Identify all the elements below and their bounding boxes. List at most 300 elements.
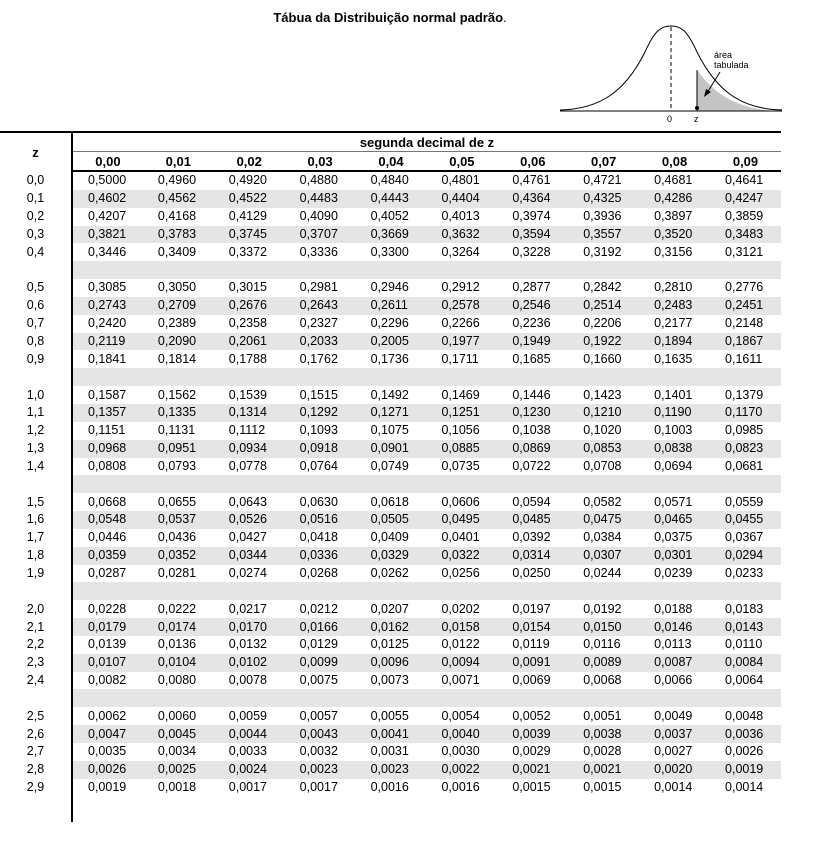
probability-cell: 0,1446 <box>512 387 551 402</box>
probability-cell: 0,0039 <box>497 725 568 743</box>
probability-cell: 0,0207 <box>370 601 409 616</box>
probability-cell: 0,3050 <box>157 280 197 295</box>
probability-cell: 0,1038 <box>512 423 551 438</box>
probability-cell: 0,1894 <box>639 333 710 351</box>
separator-cell <box>72 582 143 600</box>
column-header: 0,07 <box>568 152 639 172</box>
probability-cell: 0,0722 <box>512 458 551 473</box>
table-row <box>0 600 781 618</box>
probability-cell: 0,1423 <box>583 387 622 402</box>
probability-cell: 0,1190 <box>639 404 710 422</box>
probability-cell: 0,0559 <box>725 494 764 509</box>
probability-cell: 0,1251 <box>426 404 497 422</box>
probability-cell: 0,0217 <box>228 601 268 616</box>
probability-cell: 0,0329 <box>356 547 427 565</box>
column-header: 0,06 <box>497 152 568 172</box>
header-row-group <box>0 132 781 152</box>
probability-cell: 0,0023 <box>285 761 356 779</box>
z-value-cell: 1,7 <box>0 529 72 547</box>
probability-cell: 0,0125 <box>370 637 409 652</box>
probability-cell: 0,1379 <box>725 387 764 402</box>
probability-cell: 0,3821 <box>72 226 143 244</box>
table-row <box>0 743 781 761</box>
separator-cell <box>356 261 427 279</box>
probability-cell: 0,0274 <box>228 565 268 580</box>
probability-cell: 0,2266 <box>441 316 480 331</box>
probability-cell: 0,3300 <box>370 244 409 259</box>
column-header: 0,05 <box>426 152 497 172</box>
probability-cell: 0,0823 <box>710 440 781 458</box>
probability-cell: 0,0735 <box>441 458 480 473</box>
separator-cell <box>285 261 356 279</box>
separator-cell <box>710 582 781 600</box>
probability-cell: 0,0040 <box>426 725 497 743</box>
table-row <box>0 208 781 226</box>
table-row <box>0 547 781 565</box>
probability-cell: 0,1020 <box>583 423 622 438</box>
probability-cell: 0,1587 <box>88 387 127 402</box>
column-header: 0,00 <box>72 152 143 172</box>
probability-cell: 0,3228 <box>512 244 551 259</box>
probability-cell: 0,0170 <box>214 618 285 636</box>
separator-cell <box>285 689 356 707</box>
probability-cell: 0,0075 <box>299 673 338 688</box>
probability-cell: 0,1922 <box>568 333 639 351</box>
separator-cell <box>356 689 427 707</box>
probability-cell: 0,2578 <box>426 297 497 315</box>
probability-cell: 0,0021 <box>568 761 639 779</box>
table-row <box>0 725 781 743</box>
probability-cell: 0,4483 <box>285 190 356 208</box>
probability-cell: 0,2451 <box>710 297 781 315</box>
z-value-cell: 1,1 <box>0 404 72 422</box>
probability-cell: 0,0054 <box>441 708 480 723</box>
separator-cell <box>568 261 639 279</box>
table-row <box>0 493 781 511</box>
probability-cell: 0,0030 <box>441 744 480 759</box>
table-row <box>0 422 781 440</box>
probability-cell: 0,0028 <box>583 744 622 759</box>
separator-cell <box>710 475 781 493</box>
separator-cell <box>710 368 781 386</box>
separator-z-cell <box>0 689 72 707</box>
probability-cell: 0,0322 <box>426 547 497 565</box>
probability-cell: 0,0197 <box>512 601 551 616</box>
probability-cell: 0,2676 <box>214 297 285 315</box>
separator-z-cell <box>0 368 72 386</box>
probability-cell: 0,4364 <box>497 190 568 208</box>
probability-cell: 0,2358 <box>228 316 268 331</box>
z-value-cell: 0,5 <box>0 279 72 297</box>
probability-cell: 0,0708 <box>583 458 622 473</box>
probability-cell: 0,4443 <box>356 190 427 208</box>
probability-cell: 0,1515 <box>299 387 338 402</box>
probability-cell: 0,0027 <box>654 744 693 759</box>
probability-cell: 0,0021 <box>497 761 568 779</box>
separator-cell <box>143 475 214 493</box>
table-row <box>0 761 781 779</box>
probability-cell: 0,4681 <box>654 173 693 188</box>
probability-cell: 0,3783 <box>143 226 214 244</box>
column-header: 0,04 <box>356 152 427 172</box>
probability-cell: 0,0582 <box>583 494 622 509</box>
probability-cell: 0,0222 <box>157 601 197 616</box>
probability-cell: 0,4522 <box>214 190 285 208</box>
probability-cell: 0,2643 <box>285 297 356 315</box>
probability-cell: 0,0107 <box>72 654 143 672</box>
probability-cell: 0,0084 <box>710 654 781 672</box>
separator-cell <box>72 797 143 822</box>
probability-cell: 0,3897 <box>654 209 693 224</box>
probability-cell: 0,4641 <box>725 173 764 188</box>
probability-cell: 0,4562 <box>143 190 214 208</box>
area-label-1: área <box>714 50 733 60</box>
probability-cell: 0,0885 <box>426 440 497 458</box>
group-separator-row <box>0 582 781 600</box>
probability-cell: 0,2206 <box>583 316 622 331</box>
probability-cell: 0,0281 <box>157 565 197 580</box>
probability-cell: 0,0869 <box>497 440 568 458</box>
probability-cell: 0,0060 <box>157 708 197 723</box>
separator-cell <box>568 797 639 822</box>
z-point <box>695 106 699 110</box>
z-value-cell: 1,2 <box>0 422 72 440</box>
probability-cell: 0,0089 <box>568 654 639 672</box>
separator-cell <box>143 261 214 279</box>
probability-cell: 0,0043 <box>285 725 356 743</box>
probability-cell: 0,2483 <box>639 297 710 315</box>
probability-cell: 0,0162 <box>356 618 427 636</box>
probability-cell: 0,0183 <box>725 601 764 616</box>
probability-cell: 0,1611 <box>725 351 763 366</box>
probability-cell: 0,0110 <box>725 637 763 652</box>
table-row <box>0 315 781 333</box>
probability-cell: 0,0418 <box>299 530 338 545</box>
probability-cell: 0,0066 <box>654 673 693 688</box>
separator-cell <box>285 582 356 600</box>
probability-cell: 0,0113 <box>654 637 692 652</box>
probability-cell: 0,1867 <box>710 333 781 351</box>
z-value-cell: 2,8 <box>0 761 72 779</box>
separator-cell <box>356 475 427 493</box>
probability-cell: 0,4761 <box>512 173 551 188</box>
probability-cell: 0,4247 <box>710 190 781 208</box>
table-row <box>0 386 781 404</box>
separator-cell <box>143 797 214 822</box>
separator-cell <box>214 582 285 600</box>
separator-cell <box>214 797 285 822</box>
z-value-cell: 0,2 <box>0 208 72 226</box>
probability-cell: 0,0307 <box>568 547 639 565</box>
probability-cell: 0,0455 <box>710 511 781 529</box>
probability-cell: 0,3156 <box>654 244 693 259</box>
probability-cell: 0,1003 <box>654 423 693 438</box>
probability-cell: 0,0344 <box>214 547 285 565</box>
probability-cell: 0,0166 <box>285 618 356 636</box>
table-row <box>0 190 781 208</box>
separator-cell <box>426 475 497 493</box>
probability-cell: 0,2177 <box>654 316 693 331</box>
probability-cell: 0,0132 <box>228 637 268 652</box>
probability-cell: 0,5000 <box>88 173 127 188</box>
probability-cell: 0,0314 <box>497 547 568 565</box>
probability-cell: 0,2327 <box>299 316 338 331</box>
z-value-cell: 2,0 <box>0 600 72 618</box>
separator-cell <box>285 475 356 493</box>
table-row <box>0 636 781 654</box>
probability-cell: 0,2546 <box>497 297 568 315</box>
probability-cell: 0,2743 <box>72 297 143 315</box>
probability-cell: 0,1151 <box>88 423 126 438</box>
normal-curve-figure <box>560 22 782 126</box>
probability-cell: 0,1814 <box>157 351 197 366</box>
probability-cell: 0,4602 <box>72 190 143 208</box>
probability-cell: 0,2981 <box>299 280 338 295</box>
probability-cell: 0,0853 <box>568 440 639 458</box>
probability-cell: 0,0041 <box>356 725 427 743</box>
z-value-cell: 0,9 <box>0 350 72 368</box>
separator-cell <box>72 261 143 279</box>
probability-cell: 0,0681 <box>725 458 764 473</box>
probability-cell: 0,0071 <box>441 673 480 688</box>
probability-cell: 0,2877 <box>512 280 551 295</box>
separator-cell <box>710 797 781 822</box>
separator-z-cell <box>0 261 72 279</box>
probability-cell: 0,0024 <box>214 761 285 779</box>
probability-cell: 0,2033 <box>285 333 356 351</box>
probability-cell: 0,1335 <box>143 404 214 422</box>
probability-cell: 0,3409 <box>157 244 197 259</box>
separator-cell <box>426 368 497 386</box>
probability-cell: 0,4286 <box>639 190 710 208</box>
probability-cell: 0,0359 <box>72 547 143 565</box>
z-value-cell: 2,5 <box>0 707 72 725</box>
probability-cell: 0,0022 <box>426 761 497 779</box>
table-row <box>0 279 781 297</box>
table-row <box>0 404 781 422</box>
probability-cell: 0,4880 <box>299 173 338 188</box>
probability-cell: 0,4207 <box>88 209 127 224</box>
probability-cell: 0,0016 <box>441 780 480 795</box>
probability-cell: 0,3936 <box>583 209 622 224</box>
column-header: 0,03 <box>285 152 356 172</box>
z-value-cell: 0,1 <box>0 190 72 208</box>
separator-cell <box>639 689 710 707</box>
probability-cell: 0,2119 <box>72 333 143 351</box>
probability-cell: 0,0023 <box>356 761 427 779</box>
probability-cell: 0,0427 <box>228 530 268 545</box>
probability-cell: 0,0051 <box>583 708 622 723</box>
probability-cell: 0,3669 <box>356 226 427 244</box>
table-body <box>0 171 781 822</box>
probability-cell: 0,1170 <box>710 404 781 422</box>
probability-cell: 0,0091 <box>497 654 568 672</box>
probability-cell: 0,0505 <box>356 511 427 529</box>
separator-cell <box>568 689 639 707</box>
z-value-cell: 1,8 <box>0 547 72 565</box>
table-row <box>0 654 781 672</box>
probability-cell: 0,0122 <box>441 637 480 652</box>
probability-cell: 0,0019 <box>88 780 127 795</box>
z-value-cell: 0,3 <box>0 226 72 244</box>
probability-cell: 0,3483 <box>710 226 781 244</box>
probability-cell: 0,3859 <box>725 209 764 224</box>
table-row <box>0 226 781 244</box>
probability-cell: 0,2090 <box>143 333 214 351</box>
probability-cell: 0,0096 <box>356 654 427 672</box>
probability-cell: 0,0436 <box>157 530 197 545</box>
separator-cell <box>143 368 214 386</box>
probability-cell: 0,3192 <box>583 244 622 259</box>
probability-cell: 0,0630 <box>299 494 338 509</box>
probability-cell: 0,3745 <box>214 226 285 244</box>
probability-cell: 0,4325 <box>568 190 639 208</box>
probability-cell: 0,3520 <box>639 226 710 244</box>
separator-cell <box>214 368 285 386</box>
probability-cell: 0,3264 <box>441 244 480 259</box>
z-value-cell: 2,9 <box>0 779 72 797</box>
probability-cell: 0,0018 <box>157 780 197 795</box>
separator-cell <box>214 475 285 493</box>
probability-cell: 0,0287 <box>88 565 127 580</box>
column-header: 0,08 <box>639 152 710 172</box>
z-value-cell: 1,6 <box>0 511 72 529</box>
probability-cell: 0,1977 <box>426 333 497 351</box>
probability-cell: 0,0212 <box>299 601 338 616</box>
z-value-cell: 0,0 <box>0 171 72 190</box>
probability-cell: 0,0446 <box>88 530 127 545</box>
probability-cell: 0,0375 <box>654 530 693 545</box>
probability-cell: 0,2842 <box>583 280 622 295</box>
probability-cell: 0,4840 <box>370 173 409 188</box>
probability-cell: 0,0015 <box>512 780 551 795</box>
probability-cell: 0,0119 <box>512 637 550 652</box>
probability-cell: 0,1401 <box>654 387 693 402</box>
separator-cell <box>214 689 285 707</box>
probability-cell: 0,0968 <box>72 440 143 458</box>
separator-cell <box>497 582 568 600</box>
probability-cell: 0,0618 <box>370 494 409 509</box>
probability-cell: 0,0129 <box>299 637 338 652</box>
probability-cell: 0,4801 <box>441 173 480 188</box>
probability-cell: 0,3594 <box>497 226 568 244</box>
probability-cell: 0,0401 <box>441 530 480 545</box>
probability-cell: 0,0015 <box>583 780 622 795</box>
area-label-2: tabulada <box>714 60 749 70</box>
probability-cell: 0,1841 <box>88 351 127 366</box>
probability-cell: 0,0918 <box>285 440 356 458</box>
probability-cell: 0,0062 <box>88 708 127 723</box>
probability-cell: 0,0016 <box>370 780 409 795</box>
probability-cell: 0,2061 <box>214 333 285 351</box>
probability-cell: 0,3707 <box>285 226 356 244</box>
probability-cell: 0,1736 <box>370 351 409 366</box>
column-header: 0,09 <box>710 152 781 172</box>
probability-cell: 0,0099 <box>285 654 356 672</box>
probability-cell: 0,1357 <box>72 404 143 422</box>
z-value-cell: 0,4 <box>0 243 72 261</box>
probability-cell: 0,0102 <box>214 654 285 672</box>
z-value-cell: 2,2 <box>0 636 72 654</box>
group-separator-row <box>0 689 781 707</box>
probability-cell: 0,0301 <box>639 547 710 565</box>
table-row <box>0 511 781 529</box>
probability-cell: 0,2611 <box>356 297 427 315</box>
table-row <box>0 440 781 458</box>
probability-cell: 0,4920 <box>228 173 268 188</box>
probability-cell: 0,0029 <box>512 744 551 759</box>
probability-cell: 0,0020 <box>639 761 710 779</box>
separator-z-cell <box>0 475 72 493</box>
probability-cell: 0,0655 <box>157 494 197 509</box>
probability-cell: 0,2389 <box>157 316 197 331</box>
probability-cell: 0,0026 <box>72 761 143 779</box>
probability-cell: 0,0256 <box>441 565 480 580</box>
probability-cell: 0,1711 <box>441 351 479 366</box>
probability-cell: 0,1210 <box>568 404 639 422</box>
probability-cell: 0,0516 <box>285 511 356 529</box>
axis-label-z: z <box>694 114 699 124</box>
probability-cell: 0,0174 <box>143 618 214 636</box>
probability-cell: 0,4013 <box>441 209 480 224</box>
probability-cell: 0,0146 <box>639 618 710 636</box>
probability-cell: 0,0367 <box>725 530 764 545</box>
probability-cell: 0,0068 <box>583 673 622 688</box>
table-row <box>0 171 781 190</box>
probability-cell: 0,0233 <box>725 565 764 580</box>
probability-cell: 0,0052 <box>512 708 551 723</box>
probability-cell: 0,0594 <box>512 494 551 509</box>
separator-cell <box>426 797 497 822</box>
separator-cell <box>356 582 427 600</box>
separator-z-cell <box>0 797 72 822</box>
column-header: 0,01 <box>143 152 214 172</box>
probability-cell: 0,0044 <box>214 725 285 743</box>
probability-cell: 0,0025 <box>143 761 214 779</box>
title-text: Tábua da Distribuição normal padrão <box>273 10 504 25</box>
table-row <box>0 779 781 797</box>
probability-cell: 0,0094 <box>426 654 497 672</box>
z-value-cell: 1,9 <box>0 565 72 583</box>
probability-cell: 0,0019 <box>710 761 781 779</box>
probability-cell: 0,0136 <box>157 637 197 652</box>
probability-cell: 0,2236 <box>512 316 551 331</box>
probability-cell: 0,3015 <box>228 280 268 295</box>
probability-cell: 0,0017 <box>299 780 338 795</box>
separator-cell <box>356 797 427 822</box>
probability-cell: 0,3336 <box>299 244 338 259</box>
probability-cell: 0,0179 <box>72 618 143 636</box>
normal-distribution-table <box>0 131 781 822</box>
probability-cell: 0,2514 <box>568 297 639 315</box>
probability-cell: 0,0526 <box>214 511 285 529</box>
probability-cell: 0,1635 <box>654 351 693 366</box>
probability-cell: 0,0808 <box>88 458 127 473</box>
probability-cell: 0,0154 <box>497 618 568 636</box>
probability-cell: 0,1562 <box>157 387 197 402</box>
table-row <box>0 529 781 547</box>
column-header: 0,02 <box>214 152 285 172</box>
probability-cell: 0,0031 <box>370 744 409 759</box>
probability-cell: 0,1539 <box>228 387 268 402</box>
z-value-cell: 1,4 <box>0 458 72 476</box>
probability-cell: 0,0143 <box>710 618 781 636</box>
separator-cell <box>497 261 568 279</box>
probability-cell: 0,0336 <box>285 547 356 565</box>
z-value-cell: 2,1 <box>0 618 72 636</box>
z-value-cell: 1,0 <box>0 386 72 404</box>
probability-cell: 0,0495 <box>426 511 497 529</box>
